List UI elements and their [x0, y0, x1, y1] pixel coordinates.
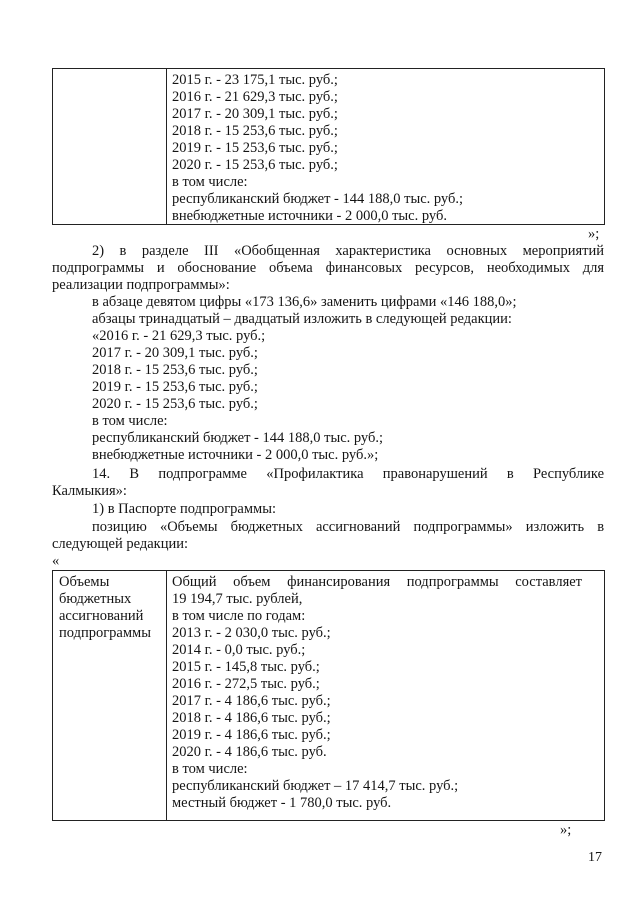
page-number: 17 [588, 850, 602, 865]
closing-quote: »; [560, 822, 572, 838]
table-line: 2018 г. - 15 253,6 тыс. руб.; [172, 123, 338, 139]
paragraph: 2018 г. - 15 253,6 тыс. руб.; [92, 362, 258, 378]
section-heading-line: реализации подпрограммы»: [52, 277, 230, 293]
table-label-line: Объемы [59, 574, 110, 590]
table-line: 2015 г. - 23 175,1 тыс. руб.; [172, 72, 338, 88]
table-line: 2019 г. - 15 253,6 тыс. руб.; [172, 140, 338, 156]
table-line: 2017 г. - 4 186,6 тыс. руб.; [172, 693, 331, 709]
table-label-line: ассигнований [59, 608, 144, 624]
paragraph: внебюджетные источники - 2 000,0 тыс. руб.»; [92, 447, 379, 463]
table-line: 2020 г. - 15 253,6 тыс. руб.; [172, 157, 338, 173]
paragraph: 2017 г. - 20 309,1 тыс. руб.; [92, 345, 258, 361]
section-heading-line: Калмыкия»: [52, 483, 127, 499]
table-line: 2016 г. - 272,5 тыс. руб.; [172, 676, 320, 692]
paragraph: абзацы тринадцатый – двадцатый изложить в следующей редакции: [92, 311, 512, 327]
paragraph: следующей редакции: [52, 536, 189, 552]
paragraph-line: позицию «Объемы бюджетных ассигнований подпрограммы» изложить в [92, 519, 605, 535]
table-line: 2020 г. - 4 186,6 тыс. руб. [172, 744, 327, 760]
table-line: 2017 г. - 20 309,1 тыс. руб.; [172, 106, 338, 122]
table-line: 2015 г. - 145,8 тыс. руб.; [172, 659, 320, 675]
table-line: 2013 г. - 2 030,0 тыс. руб.; [172, 625, 331, 641]
table-line: республиканский бюджет - 144 188,0 тыс. руб.; [172, 191, 464, 207]
paragraph: «2016 г. - 21 629,3 тыс. руб.; [92, 328, 266, 344]
opening-quote: « [52, 553, 60, 569]
table-line: 2018 г. - 4 186,6 тыс. руб.; [172, 710, 331, 726]
table-line: местный бюджет - 1 780,0 тыс. руб. [172, 795, 392, 811]
paragraph: 1) в Паспорте подпрограммы: [92, 501, 276, 517]
table-line: 2016 г. - 21 629,3 тыс. руб.; [172, 89, 338, 105]
table-line: в том числе: [172, 761, 248, 777]
table-line: 2019 г. - 4 186,6 тыс. руб.; [172, 727, 331, 743]
table-label-line: подпрограммы [59, 625, 151, 641]
paragraph: в том числе: [92, 413, 168, 429]
paragraph: республиканский бюджет - 144 188,0 тыс. руб.; [92, 430, 384, 446]
table-line: в том числе по годам: [172, 608, 306, 624]
funding-table-continuation [52, 68, 605, 225]
table-left-cell [53, 69, 167, 224]
closing-quote: »; [588, 226, 600, 242]
table-line: республиканский бюджет – 17 414,7 тыс. руб.; [172, 778, 459, 794]
paragraph: 2020 г. - 15 253,6 тыс. руб.; [92, 396, 258, 412]
paragraph: 2019 г. - 15 253,6 тыс. руб.; [92, 379, 258, 395]
section-heading-line: 2) в разделе III «Обобщенная характеристика основных мероприятий [92, 243, 604, 259]
section-heading-line: подпрограммы и обоснование объема финансовых ресурсов, необходимых для [52, 260, 605, 276]
budget-allocation-table [52, 570, 605, 821]
table-line: в том числе: [172, 174, 248, 190]
table-line: Общий объем финансирования подпрограммы составляет [172, 574, 583, 590]
section-heading-line: 14. В подпрограмме «Профилактика правонарушений в Республике [92, 466, 605, 482]
table-left-cell [53, 571, 167, 820]
table-line: 19 194,7 тыс. рублей, [172, 591, 303, 607]
table-label-line: бюджетных [59, 591, 132, 607]
table-line: 2014 г. - 0,0 тыс. руб.; [172, 642, 306, 658]
paragraph: в абзаце девятом цифры «173 136,6» заменить цифрами «146 188,0»; [92, 294, 517, 310]
table-line: внебюджетные источники - 2 000,0 тыс. руб. [172, 208, 447, 224]
